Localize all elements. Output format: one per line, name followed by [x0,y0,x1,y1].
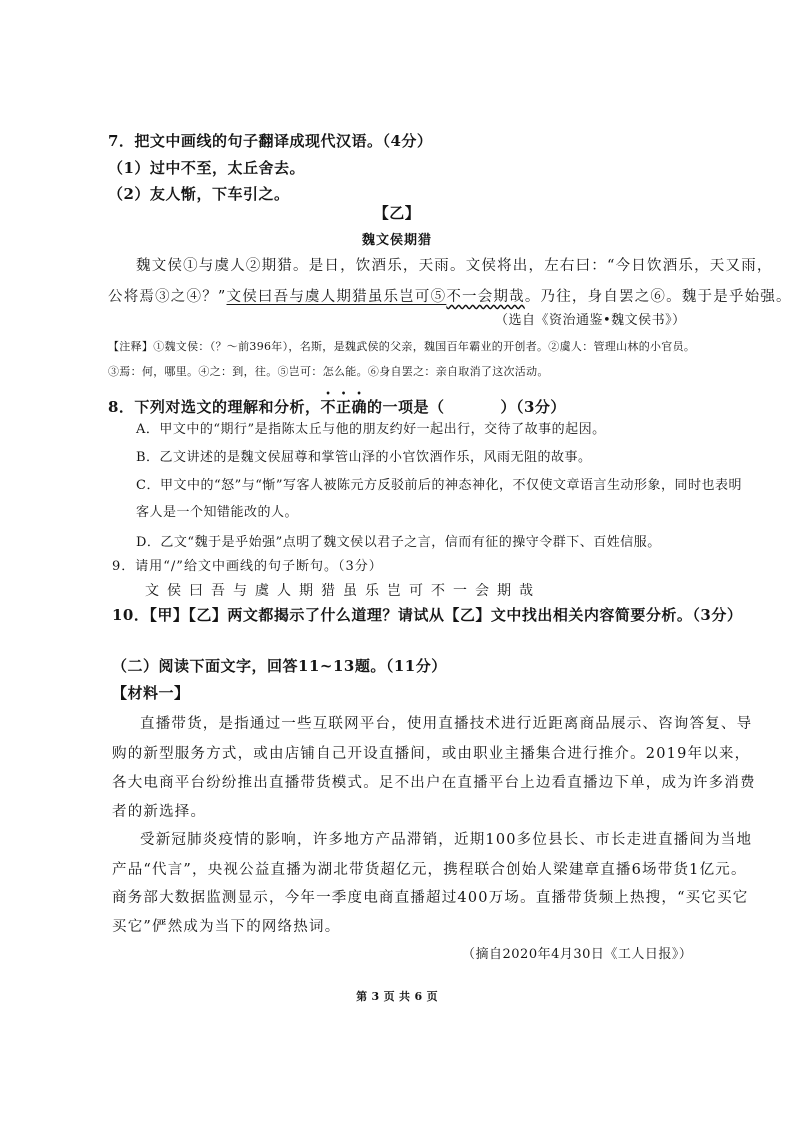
passage-yi-header: 【乙】 [373,204,421,222]
material-1-label: 【材料一】 [112,684,190,702]
question-8-emphasis: 不正确 [320,398,367,416]
material-1-p2-line-1: 受新冠肺炎疫情的影响，许多地方产品滞销，近期100多位县长、市长走进直播间为当地 [140,832,753,848]
passage-yi-note-2: ③焉：何，哪里。④之：到，往。⑤岂可：怎么能。⑥身自罢之：亲自取消了这次活动。 [108,365,549,378]
underlined-sentence-part-a: 文侯曰吾与虞人期猎虽乐岂可⑤ [226,289,447,305]
material-1-source: （摘自2020年4月30日《工人日报》） [462,947,693,962]
material-1-p1-line-1: 直播带货，是指通过一些互联网平台，使用直播技术进行近距离商品展示、咨询答复、导 [140,716,753,732]
material-1-p1-line-3: 各大电商平台纷纷推出直播带货模式。足不出户在直播平台上边看直播边下单，成为许多消费 [112,775,756,791]
underlined-sentence-part-b: 不一会期哉 [446,289,525,305]
passage-yi-title: 魏文侯期猎 [361,233,432,248]
passage-yi-line-2-start: 公将焉③之④？” [108,289,227,305]
passage-yi-source: （选自《资治通鉴•魏文侯书》） [495,313,686,328]
section-2-title: （二）阅读下面文字，回答11~13题。（11分） [112,657,447,675]
passage-yi-line-1: 魏文侯①与虞人②期猎。是日，饮酒乐，天雨。文侯将出，左右曰：“今日饮酒乐，天又雨， [136,258,773,274]
question-10-title: 10．【甲】【乙】两文都揭示了什么道理？请试从【乙】文中找出相关内容简要分析。（3分） [112,606,743,624]
question-9-title: 9．请用“/”给文中画线的句子断句。（3分） [112,559,383,574]
question-8-title-c: ）（3分） [500,398,566,416]
option-d: D．乙文“魏于是乎始强”点明了魏文侯以君子之言，信而有征的操守令群下、百姓信服。 [136,535,661,550]
passage-yi-line-2 [108,285,792,306]
option-b: B．乙文讲述的是魏文侯屈尊和掌管山泽的小官饮酒作乐，风雨无阻的故事。 [136,450,592,465]
question-8-title-b: 的一项是（ [366,398,445,416]
question-9-sentence: 文侯曰吾与虞人期猎虽乐岂可不一会期哉 [145,583,541,599]
passage-yi-line-2-end: 。乃往，身自罢之⑥。魏于是乎始强。 [524,289,792,305]
material-1-p2-line-2: 产品“代言”，央视公益直播为湖北带货超亿元，携程联合创始人梁建章直播6场带货1亿元。 [112,862,747,878]
question-7-item-1: （1）过中不至，太丘舍去。 [108,159,305,177]
question-7-title: 7．把文中画线的句子翻译成现代汉语。（4分） [108,132,433,150]
material-1-p2-line-4: 买它”俨然成为当下的网络热词。 [112,919,341,935]
question-8-title-a: 8．下列对选文的理解和分析， [108,398,321,416]
question-7-item-2: （2）友人惭，下车引之。 [108,185,290,203]
material-1-p1-line-4: 者的新选择。 [112,804,207,820]
material-1-p1-line-2: 购的新型服务方式，或由店铺自己开设直播间，或由职业主播集合进行推介。2019年以来， [112,746,751,762]
page-number: 第 3 页 共 6 页 [356,990,438,1003]
option-a: A．甲文中的“期行”是指陈太丘与他的朋友约好一起出行，交待了故事的起因。 [136,422,606,437]
option-c-line-1: C．甲文中的“怒”与“惭”写客人被陈元方反驳前后的神态神化，不仅使文章语言生动形象，同时也表明 [136,478,743,493]
option-c-line-2: 客人是一个知错能改的人。 [136,505,299,520]
material-1-p2-line-3: 商务部大数据监测显示，今年一季度电商直播超过400万场。直播带货频上热搜，“买它买它 [112,890,749,906]
passage-yi-note-1: 【注释】①魏文侯：（？～前396年），名斯，是魏武侯的父亲，魏国百年霸业的开创者。②虞人：管理山林的小官员。 [108,340,696,353]
question-8-title [108,388,566,417]
